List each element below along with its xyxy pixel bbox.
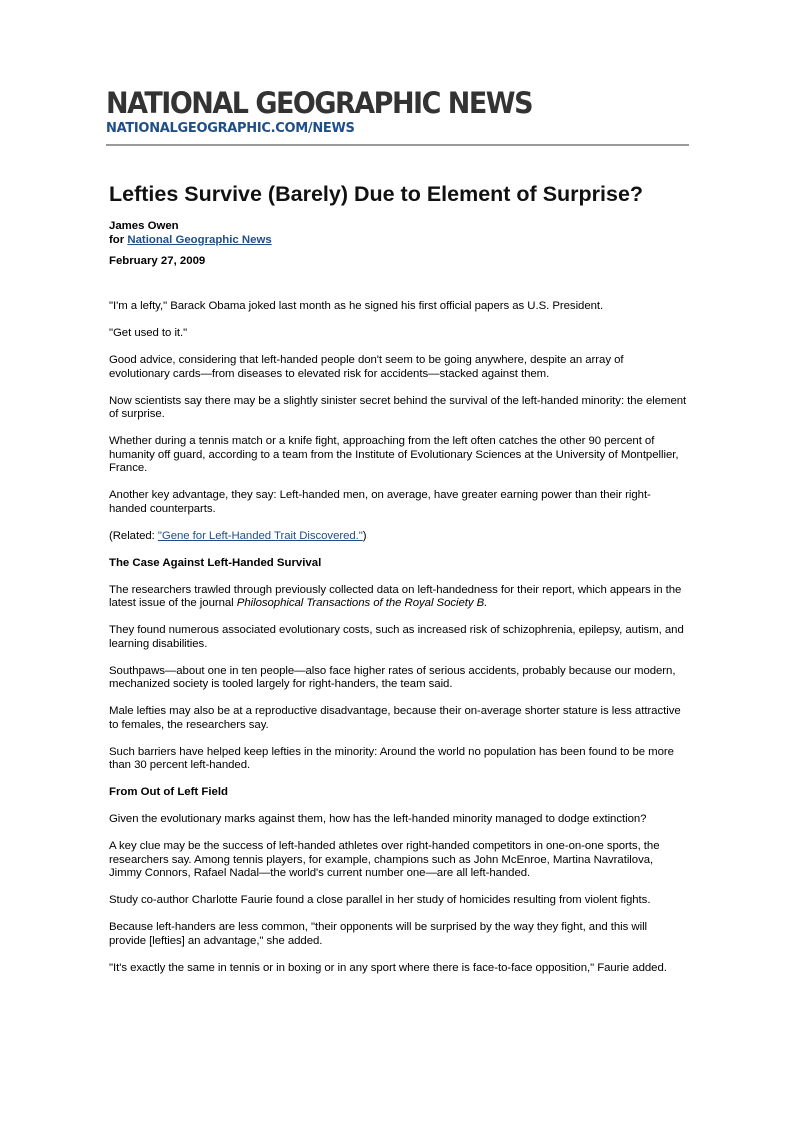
brand-logo-text: NATIONAL GEOGRAPHIC NEWS <box>106 86 533 120</box>
publish-date: February 27, 2009 <box>109 255 206 267</box>
paragraph-10: Southpaws—about one in ten people—also face higher rates of serious accidents, probably because our modern, mechanized society is tooled largely for right-handers, the team said. <box>109 664 676 690</box>
paragraph-8 <box>109 584 687 611</box>
paragraph-6: Another key advantage, they say: Left-handed men, on average, have greater earning power than their right-handed counterparts. <box>109 489 651 515</box>
paragraph-9: They found numerous associated evolutionary costs, such as increased risk of schizophrenia, epilepsy, autism, and learning disabilities. <box>109 624 684 650</box>
paragraph-1: "I'm a lefty," Barack Obama joked last month as he signed his first official papers as U.S. President. <box>109 300 604 312</box>
byline-publication <box>109 233 687 247</box>
related-prefix: (Related: <box>109 529 158 542</box>
article-body <box>109 300 687 975</box>
paragraph-5: Whether during a tennis match or a knife fight, approaching from the left often catches the other 90 percent of humanity off guard, according to a team from the Institute of Evolutionary Sciences at the University of Montpellier, France. <box>109 435 679 474</box>
paragraph-8-text: The researchers trawled through previously collected data on left-handedness for their report, which appears in the latest issue of the journal <box>109 583 682 609</box>
paragraph-2: "Get used to it." <box>109 327 188 339</box>
paragraph-16: Because left-handers are less common, "their opponents will be surprised by the way they fight, and this will provide [lefties] an advantage," she added. <box>109 921 648 947</box>
paragraph-4: Now scientists say there may be a slightly sinister secret behind the survival of the left-handed minority: the element of surprise. <box>109 394 687 420</box>
masthead-divider <box>106 144 689 146</box>
paragraph-3: Good advice, considering that left-handed people don't seem to be going anywhere, despite an array of evolutionary cards—from diseases to elevated risk for accidents—stacked against them. <box>109 354 624 380</box>
article-headline: Lefties Survive (Barely) Due to Element of Surprise? <box>109 182 644 206</box>
paragraph-12: Such barriers have helped keep lefties in the minority: Around the world no population has been found to be more than 30 percent left-handed. <box>109 745 674 771</box>
related-paragraph <box>109 530 687 544</box>
journal-title: Philosophical Transactions of the Royal Society B. <box>236 597 488 609</box>
paragraph-11: Male lefties may also be at a reproductive disadvantage, because their on-average shorter stature is less attractive to females, the researchers say. <box>109 705 681 731</box>
publication-link[interactable]: National Geographic News <box>127 234 272 246</box>
masthead <box>106 86 689 137</box>
subheading-left-field: From Out of Left Field <box>109 786 228 798</box>
subheading-case-against: The Case Against Left-Handed Survival <box>109 556 322 569</box>
byline <box>109 219 687 247</box>
paragraph-15: Study co-author Charlotte Faurie found a close parallel in her study of homicides resulting from violent fights. <box>109 894 651 906</box>
author-name: James Owen <box>109 220 179 232</box>
brand-url[interactable]: NATIONALGEOGRAPHIC.COM/NEWS <box>106 121 355 136</box>
paragraph-17: "It's exactly the same in tennis or in boxing or in any sport where there is face-to-face opposition," Faurie added. <box>109 961 667 974</box>
paragraph-13: Given the evolutionary marks against them, how has the left-handed minority managed to dodge extinction? <box>109 813 647 825</box>
byline-for-prefix: for <box>109 234 128 246</box>
related-suffix: ) <box>362 529 367 542</box>
paragraph-14: A key clue may be the success of left-handed athletes over right-handed competitors in one-on-one sports, the researchers say. Among tennis players, for example, champions such as John McEnroe, Martina Navratilova, Jimmy Connors, Rafael Nadal—the world's current number one—are all left-handed. <box>109 840 660 879</box>
related-article-link[interactable]: "Gene for Left-Handed Trait Discovered." <box>157 529 363 542</box>
article <box>109 180 687 989</box>
